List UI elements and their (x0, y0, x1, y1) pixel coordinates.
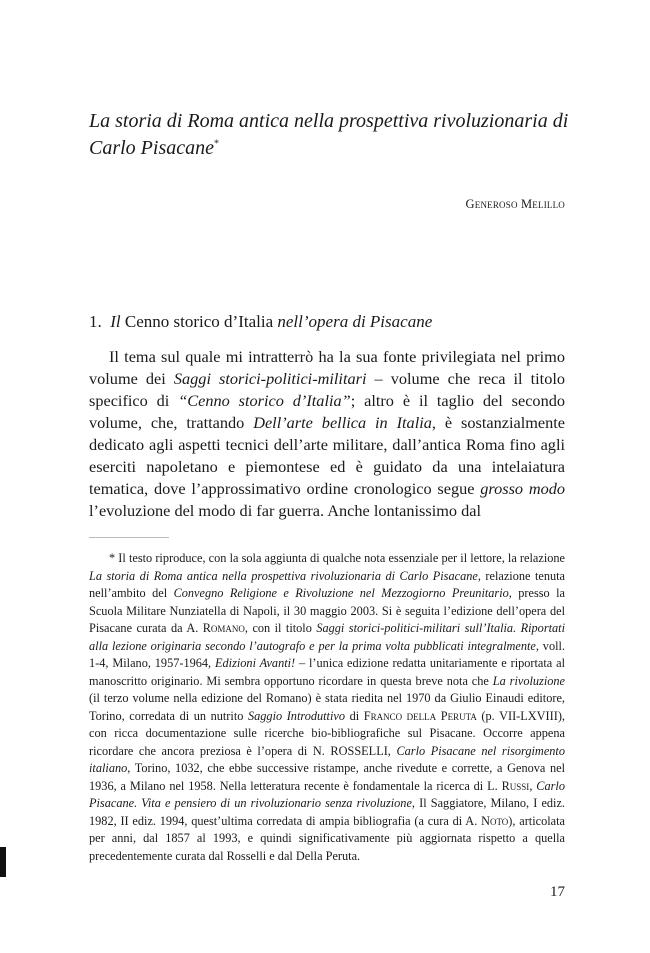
footnote-text-run: , voll. 1-4, Milano, 1957-1964, (89, 638, 565, 670)
footnote-italic-run: La storia di Roma antica nella prospettiva rivoluzionaria di Carlo Pisacane (89, 568, 478, 583)
article-title (89, 108, 569, 162)
footnote-italic-run: Convegno Religione e Rivoluzione nel Mezzogiorno Preunitario (173, 586, 509, 600)
body-text-run: , è sostanzialmente dedicato agli aspetti tecnici dell’arte militare, dall’antica Roma fino agli eserciti napoletano e piemontese ed è guidato da una intelaiatura tematica, dove l’approssimativo ordine cronologico segue (89, 413, 566, 498)
footnote-italic-run: Edizioni Avanti! (215, 656, 296, 670)
body-italic-run: Dell’arte bellica in Italia (253, 413, 432, 432)
footnote-smallcaps-run: Russi (501, 778, 530, 793)
footnote-text-run: , relazione tenuta nell’ambito del (89, 568, 565, 600)
footnote-italic-run: Saggi storici-politici-militari sull’Italia. Riportati alla lezione originaria secondo l’autografo e per la prima volta pubblicati integralmente (89, 621, 566, 653)
body-text-run: Il tema sul quale mi intratterrò ha la sua fonte privilegiata nel primo volume dei (89, 347, 565, 388)
footnote-italic-run: La rivoluzione (492, 673, 565, 688)
section-il: Il (110, 312, 121, 331)
footnote-separator (89, 537, 169, 538)
footnote-smallcaps-run: Noto (481, 813, 509, 828)
section-rest: nell’opera di Pisacane (277, 312, 433, 331)
page-number: 17 (550, 884, 565, 900)
footnote-italic-run: Carlo Pisacane nel risorgimento italiano (89, 743, 565, 775)
body-paragraph (89, 346, 565, 522)
body-italic-run: “Cenno storico d’Italia” (178, 391, 351, 410)
footnote (89, 550, 565, 865)
footnote-text-run: , con il titolo (244, 621, 317, 635)
section-number: 1. (89, 312, 102, 331)
footnote-text-run: , Il Saggiatore, Milano, I ediz. 1982, II ediz. 1994, quest’ultima corredata di ampia bibliografia (a cura di A. (89, 796, 566, 828)
body-text-run: l’evoluzione del modo di far guerra. Anche lontanissimo dal (89, 501, 481, 520)
body-text-run: – volume che reca il titolo specifico di (89, 369, 565, 410)
footnote-text-run: (il terzo volume nella edizione del Romano) è stata riedita nel 1970 da Giulio Einaudi editore, Torino, corredata di un nutrito (89, 691, 565, 723)
section-heading (89, 312, 569, 332)
footnote-text-run: , presso la Scuola Militare Nunziatella di Napoli, il 30 maggio 2003. Si è seguita l’edizione dell’opera del Pisacane curata da A. (89, 586, 565, 635)
author-name: Generoso Melillo (465, 197, 565, 211)
footnote-smallcaps-run: Romano (202, 621, 245, 635)
footnote-italic-run: Saggio Introduttivo (247, 708, 345, 723)
body-text-run: ; altro è il taglio del secondo volume, che, trattando (89, 391, 565, 432)
footnote-italic-run: Carlo Pisacane. Vita e pensiero di un rivoluzionario senza rivoluzione (89, 778, 565, 810)
footnote-text-run: , Torino, 1032, che ebbe successive ristampe, anche rivedute e corrette, a Genova nel 1936, a Milano nel 1958. Nella letteratura recente è fondamentale la ricerca di L. (89, 761, 565, 793)
body-italic-run: Saggi storici-politici-militari (173, 369, 367, 388)
scan-edge-mark (0, 847, 6, 877)
footnote-text-run: ), articolata per anni, dal 1857 al 1993, e quindi significativamente più aggiornata rispetto a quella precedentemente curata dal Rosselli e dal Della Peruta. (89, 813, 565, 863)
footnote-text-run: (p. VII-LXVIII), con ricca documentazione sulle ricerche bio-bibliografiche sul Pisacane. Occorre appena ricordare che ancora preziosa è l’opera di N. ROSSELLI, (89, 708, 565, 758)
footnote-smallcaps-run: Franco della Peruta (363, 708, 477, 723)
footnote-text-run: , (529, 778, 537, 793)
footnote-text-run: di (345, 708, 364, 723)
footnote-marker: * (214, 138, 219, 150)
section-work-title: Cenno storico d’Italia (124, 312, 274, 331)
footnote-text-run: * Il testo riproduce, con la sola aggiunta di qualche nota essenziale per il lettore, la relazione (109, 551, 565, 565)
article-title-text: La storia di Roma antica nella prospettiva rivoluzionaria di Carlo Pisacane (89, 110, 569, 159)
footnote-text-run: – l’unica edizione redatta unitariamente e riportata al manoscritto originario. Mi sembra opportuno ricordare in questa breve nota che (89, 656, 565, 688)
body-italic-run: grosso modo (480, 479, 566, 498)
